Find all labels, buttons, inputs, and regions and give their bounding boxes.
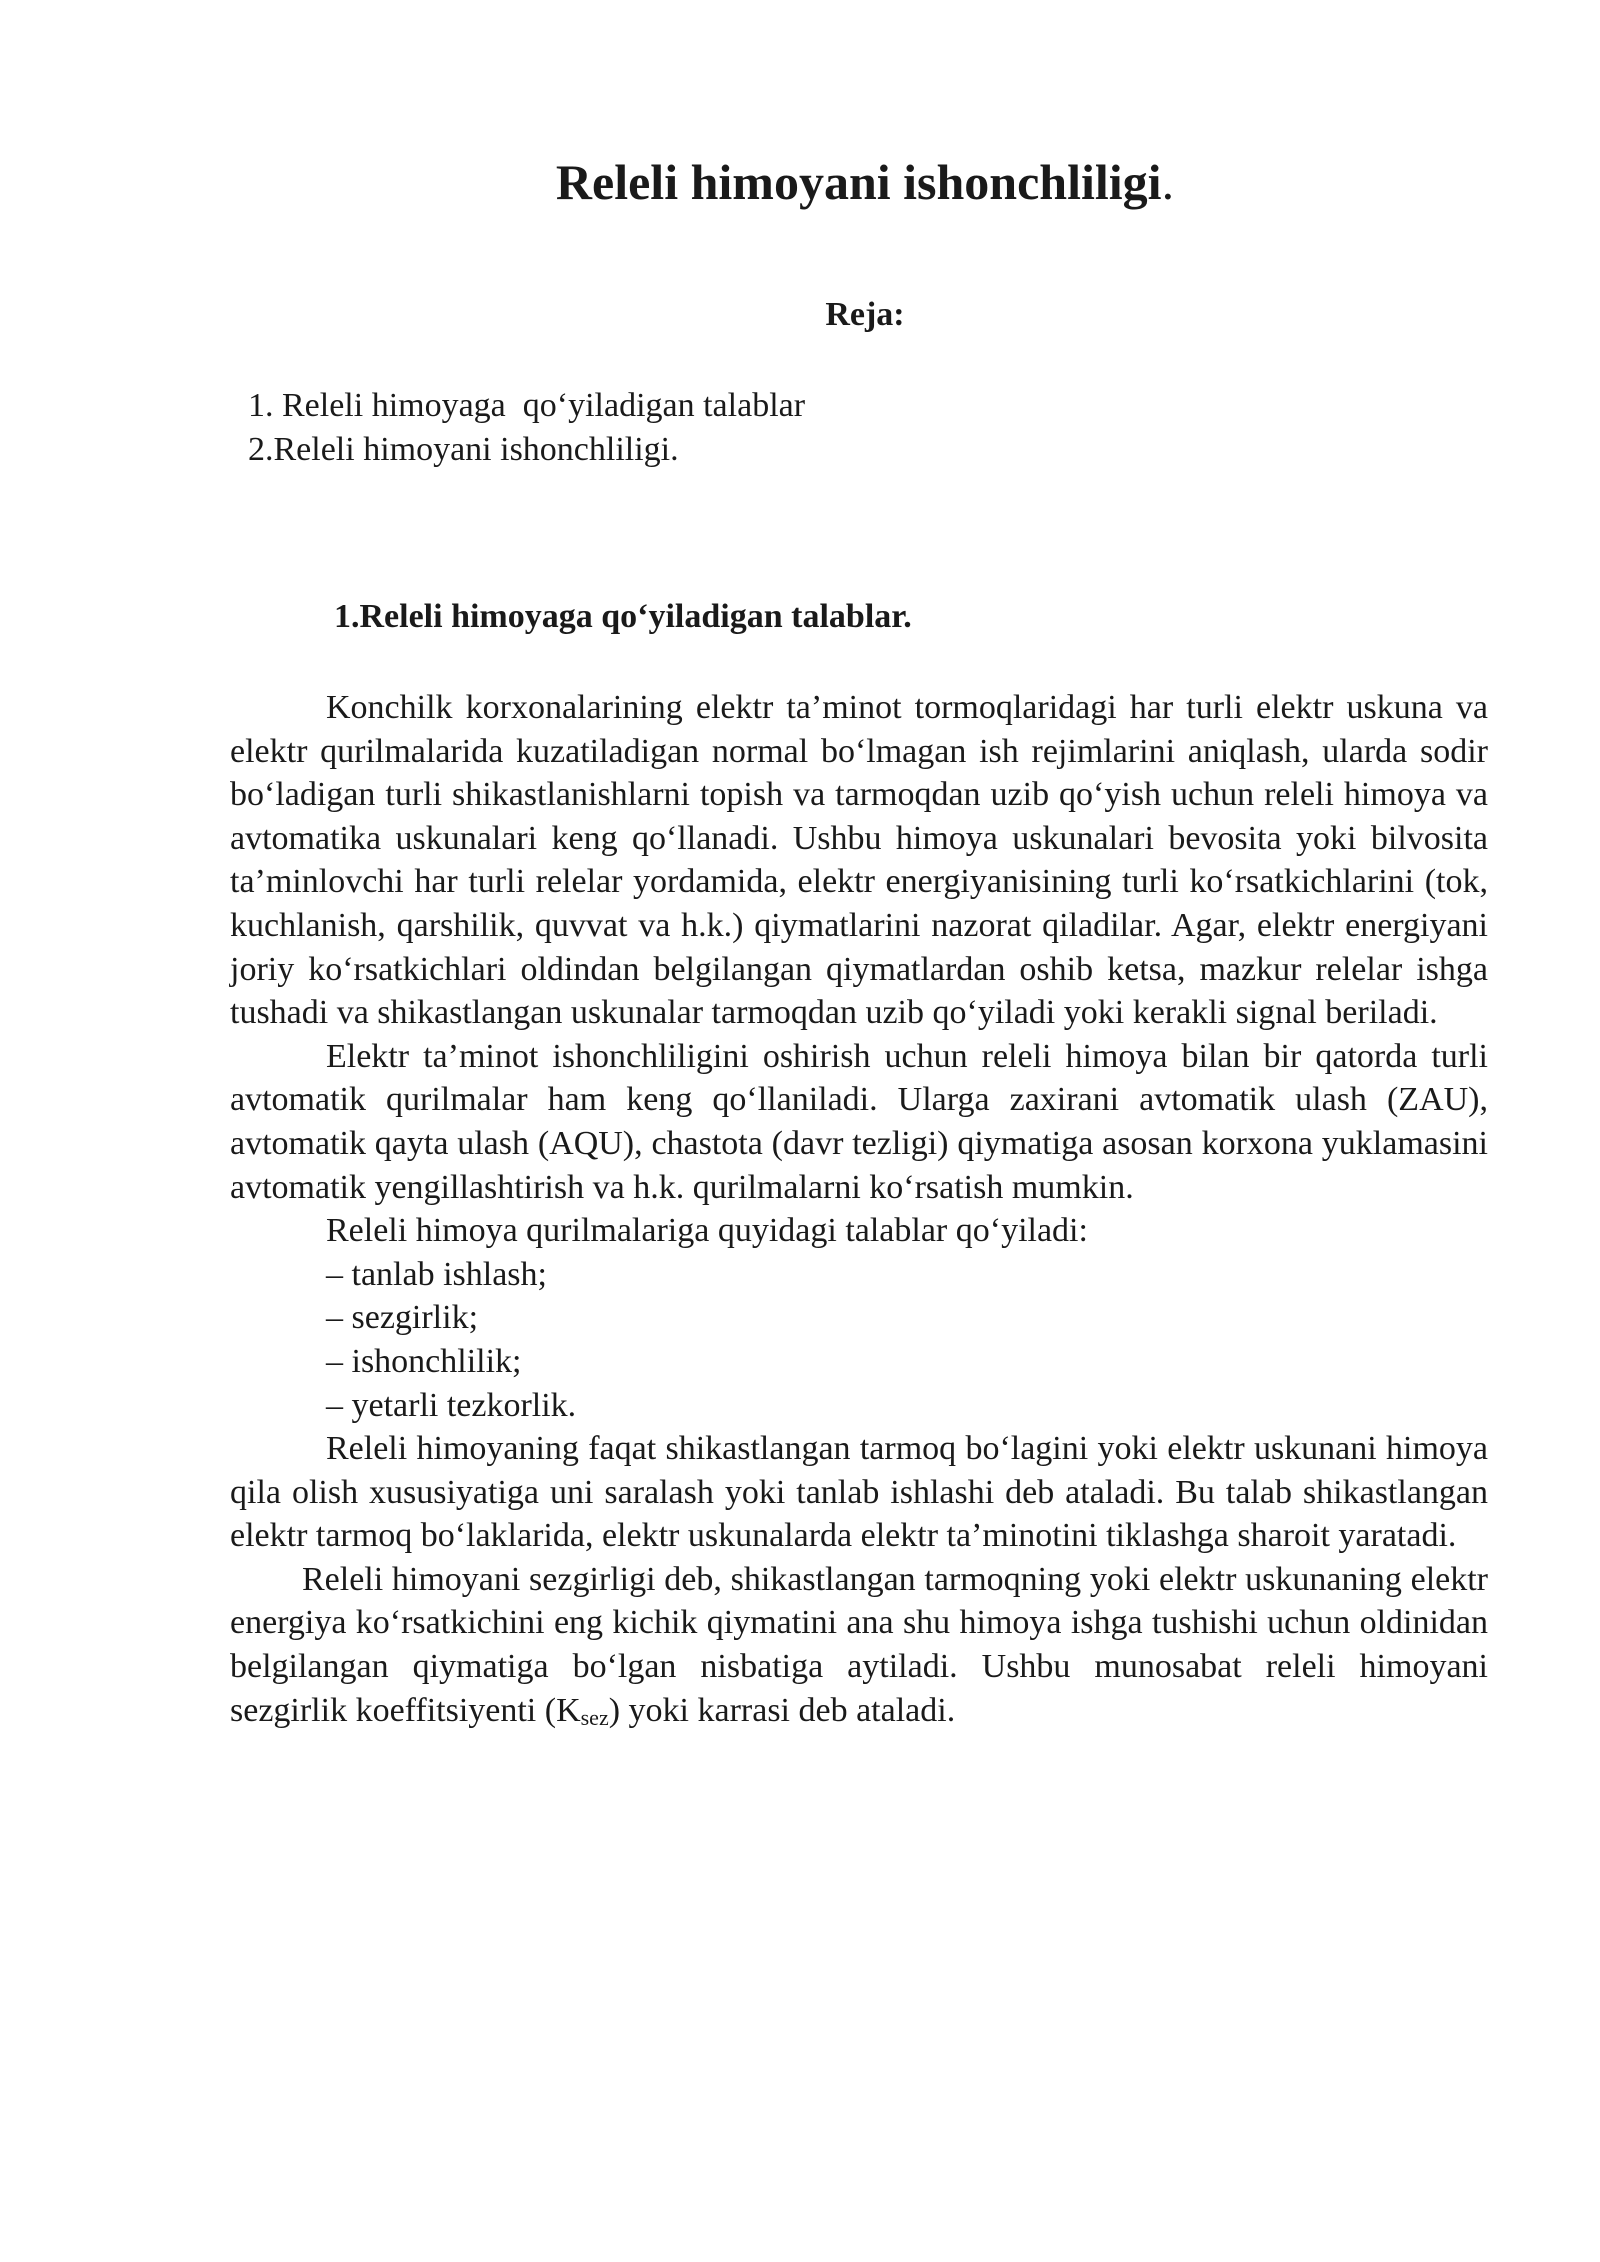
paragraph: Releli himoyaning faqat shikastlangan tarmoq bo‘lagini yoki elektr uskunani himoya qila olish xususiyatiga uni saralash yoki tanlab ishlashi deb ataladi. Bu talab shikastlangan elektr tarmoq bo‘laklarida, elektr uskunalarda elektr ta’minotini tiklashga sharoit yaratadi. [230,1430,1488,1555]
paragraph-text: Releli himoyani sezgirligi deb, shikastlangan tarmoqning yoki elektr uskunaning elektr energiya ko‘rsatkichini eng kichik qiymatini ana shu himoya ishga tushishi uchun oldinidan belgilangan qiymatiga bo‘lgan nisbatiga aytiladi. Ushbu munosabat releli himoyani sezgirlik koeffitsiyenti (K [230,1560,1488,1729]
body-text [230,686,1488,1739]
page-title-dot: . [1161,154,1175,210]
plan-item: 1. Releli himoyaga qo‘yiladigan talablar [248,387,806,424]
list-item: – sezgirlik; [326,1299,479,1337]
plan-label: Reja: [825,296,905,333]
page-title [0,152,1600,212]
paragraph-text: ) yoki karrasi deb ataladi. [608,1691,956,1729]
page-title-text: Releli himoyani ishonchliligi [555,154,1162,210]
paragraph [230,1558,1488,1739]
plan-list [248,384,805,472]
section-heading: 1.Releli himoyaga qo‘yiladigan talablar. [334,598,912,635]
list-item: – tanlab ishlash; [326,1255,547,1293]
paragraph: Elektr ta’minot ishonchliligini oshirish uchun releli himoya bilan bir qatorda turli avtomatik qurilmalar ham keng qo‘llaniladi. Ularga zaxirani avtomatik ulash (ZAU), avtomatik qayta ulash (AQU), chastota (davr tezligi) qiymatiga asosan korxona yuklamasini avtomatik yengillashtirish va h.k. qurilmalarni ko‘rsatish mumkin. [230,1037,1488,1206]
plan-item: 2.Releli himoyani ishonchliligi. [248,431,679,468]
paragraph: Konchilk korxonalarining elektr ta’minot tormoqlaridagi har turli elektr uskuna va elektr qurilmalarida kuzatiladigan normal bo‘lmagan ish rejimlarini aniqlash, ularda sodir bo‘ladigan turli shikastlanishlarni topish va tarmoqdan uzib qo‘yish uchun releli himoya va avtomatika uskunalari keng qo‘llanadi. Ushbu himoya uskunalari bevosita yoki bilvosita ta’minlovchi har turli relelar yordamida, elektr energiyanisining turli ko‘rsatkichlarini (tok, kuchlanish, qarshilik, quvvat va h.k.) qiymatlarini nazorat qiladilar. Agar, elektr energiyani joriy ko‘rsatkichlari oldindan belgilangan qiymatlardan oshib ketsa, mazkur relelar ishga tushadi va shikastlangan uskunalar tarmoqdan uzib qo‘yiladi yoki kerakli signal beriladi. [230,689,1488,1032]
list-item: – ishonchlilik; [326,1342,522,1380]
k-subscript: sez [580,1704,609,1730]
list-item: – yetarli tezkorlik. [326,1386,577,1424]
paragraph: Releli himoya qurilmalariga quyidagi talablar qo‘yiladi: [326,1212,1088,1250]
